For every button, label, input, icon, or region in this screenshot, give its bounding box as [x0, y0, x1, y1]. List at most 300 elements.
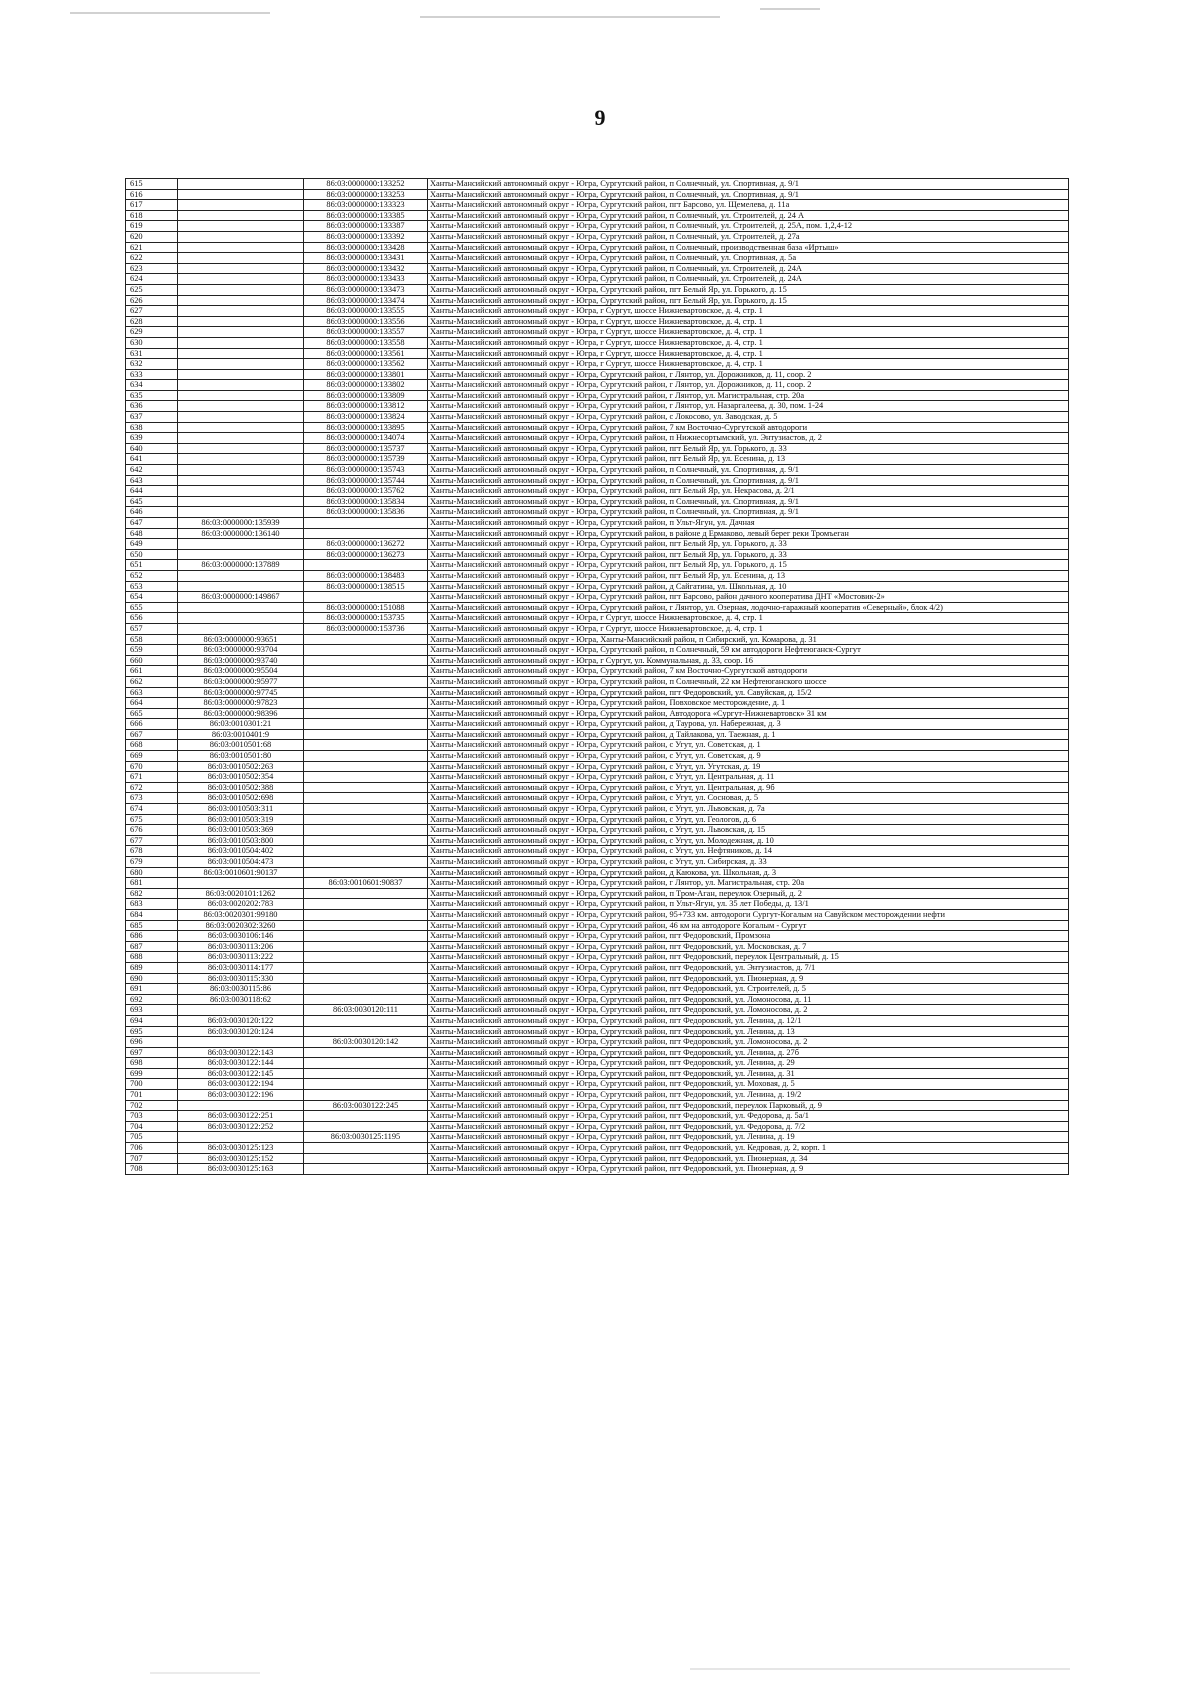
- building-cadastral-number-cell: [304, 1047, 428, 1058]
- land-cadastral-number-cell: 86:03:0030115:86: [178, 984, 304, 995]
- building-cadastral-number-cell: 86:03:0000000:135744: [304, 475, 428, 486]
- row-number-cell: 706: [126, 1143, 178, 1154]
- address-cell: Ханты-Мансийский автономный округ - Югра, Сургутский район, пгт Федоровский, ул. Энтузиастов, д. 7/1: [428, 962, 1069, 973]
- table-row: [126, 539, 1069, 550]
- land-cadastral-number-cell: 86:03:0000000:93704: [178, 645, 304, 656]
- row-number-cell: 665: [126, 708, 178, 719]
- table-row: [126, 316, 1069, 327]
- row-number-cell: 662: [126, 676, 178, 687]
- land-cadastral-number-cell: 86:03:0010504:473: [178, 857, 304, 868]
- land-cadastral-number-cell: [178, 231, 304, 242]
- row-number-cell: 619: [126, 221, 178, 232]
- table-row: [126, 581, 1069, 592]
- address-cell: Ханты-Мансийский автономный округ - Югра, Сургутский район, с Локосово, ул. Заводская, д. 5: [428, 412, 1069, 423]
- address-cell: Ханты-Мансийский автономный округ - Югра, Сургутский район, пгт Белый Яр, ул. Горького, д. 33: [428, 549, 1069, 560]
- land-cadastral-number-cell: [178, 242, 304, 253]
- address-cell: Ханты-Мансийский автономный округ - Югра, Сургутский район, пгт Белый Яр, ул. Горького, д. 15: [428, 284, 1069, 295]
- row-number-cell: 616: [126, 189, 178, 200]
- row-number-cell: 664: [126, 698, 178, 709]
- address-cell: Ханты-Мансийский автономный округ - Югра, Сургутский район, пгт Барсово, район дачного кооператива ДНТ «Мостовик-2»: [428, 592, 1069, 603]
- table-row: [126, 984, 1069, 995]
- building-cadastral-number-cell: [304, 1090, 428, 1101]
- table-row: [126, 433, 1069, 444]
- land-cadastral-number-cell: [178, 1132, 304, 1143]
- building-cadastral-number-cell: [304, 899, 428, 910]
- building-cadastral-number-cell: 86:03:0000000:133428: [304, 242, 428, 253]
- address-cell: Ханты-Мансийский автономный округ - Югра, Сургутский район, в районе д Ермаково, левый берег реки Тромъеган: [428, 528, 1069, 539]
- row-number-cell: 646: [126, 507, 178, 518]
- table-row: [126, 337, 1069, 348]
- row-number-cell: 684: [126, 909, 178, 920]
- row-number-cell: 680: [126, 867, 178, 878]
- building-cadastral-number-cell: [304, 825, 428, 836]
- building-cadastral-number-cell: [304, 994, 428, 1005]
- address-cell: Ханты-Мансийский автономный округ - Югра, Сургутский район, Автодорога «Сургут-Нижневартовск» 31 км: [428, 708, 1069, 719]
- row-number-cell: 674: [126, 804, 178, 815]
- building-cadastral-number-cell: 86:03:0000000:133562: [304, 359, 428, 370]
- building-cadastral-number-cell: [304, 1121, 428, 1132]
- address-cell: Ханты-Мансийский автономный округ - Югра, Сургутский район, п Ульт-Ягун, ул. 35 лет Победы, д. 13/1: [428, 899, 1069, 910]
- land-cadastral-number-cell: [178, 623, 304, 634]
- land-cadastral-number-cell: 86:03:0010502:263: [178, 761, 304, 772]
- table-row: [126, 719, 1069, 730]
- table-row: [126, 1153, 1069, 1164]
- land-cadastral-number-cell: 86:03:0020301:99180: [178, 909, 304, 920]
- address-cell: Ханты-Мансийский автономный округ - Югра, Сургутский район, пгт Федоровский, ул. Ленина, д. 27б: [428, 1047, 1069, 1058]
- land-cadastral-number-cell: 86:03:0030114:177: [178, 962, 304, 973]
- building-cadastral-number-cell: 86:03:0000000:151088: [304, 602, 428, 613]
- land-cadastral-number-cell: [178, 200, 304, 211]
- building-cadastral-number-cell: 86:03:0000000:133561: [304, 348, 428, 359]
- address-cell: Ханты-Мансийский автономный округ - Югра, Сургутский район, пгт Федоровский, Промзона: [428, 931, 1069, 942]
- address-cell: Ханты-Мансийский автономный округ - Югра, Сургутский район, пгт Федоровский, ул. Ломоносова, д. 11: [428, 994, 1069, 1005]
- building-cadastral-number-cell: 86:03:0000000:133387: [304, 221, 428, 232]
- table-row: [126, 857, 1069, 868]
- building-cadastral-number-cell: 86:03:0000000:135739: [304, 454, 428, 465]
- row-number-cell: 694: [126, 1015, 178, 1026]
- row-number-cell: 647: [126, 518, 178, 529]
- row-number-cell: 623: [126, 263, 178, 274]
- scan-artifact-top-right: [760, 8, 820, 10]
- address-cell: Ханты-Мансийский автономный округ - Югра, Сургутский район, п Солнечный, ул. Спортивная, д. 9/1: [428, 496, 1069, 507]
- row-number-cell: 698: [126, 1058, 178, 1069]
- table-row: [126, 1100, 1069, 1111]
- building-cadastral-number-cell: 86:03:0000000:133555: [304, 306, 428, 317]
- building-cadastral-number-cell: 86:03:0000000:133812: [304, 401, 428, 412]
- address-cell: Ханты-Мансийский автономный округ - Югра, г Сургут, шоссе Нижневартовское, д. 4, стр. 1: [428, 327, 1069, 338]
- building-cadastral-number-cell: 86:03:0000000:133895: [304, 422, 428, 433]
- table-row: [126, 443, 1069, 454]
- land-cadastral-number-cell: [178, 316, 304, 327]
- address-cell: Ханты-Мансийский автономный округ - Югра, Сургутский район, п Солнечный, ул. Строителей, д. 25А, пом. 1,2,4-12: [428, 221, 1069, 232]
- building-cadastral-number-cell: 86:03:0000000:135836: [304, 507, 428, 518]
- land-cadastral-number-cell: 86:03:0030122:144: [178, 1058, 304, 1069]
- table-row: [126, 698, 1069, 709]
- land-cadastral-number-cell: [178, 443, 304, 454]
- row-number-cell: 656: [126, 613, 178, 624]
- row-number-cell: 634: [126, 380, 178, 391]
- row-number-cell: 675: [126, 814, 178, 825]
- land-cadastral-number-cell: [178, 380, 304, 391]
- land-cadastral-number-cell: 86:03:0010401:9: [178, 729, 304, 740]
- land-cadastral-number-cell: [178, 221, 304, 232]
- building-cadastral-number-cell: 86:03:0000000:133558: [304, 337, 428, 348]
- land-cadastral-number-cell: [178, 284, 304, 295]
- row-number-cell: 695: [126, 1026, 178, 1037]
- address-cell: Ханты-Мансийский автономный округ - Югра, Сургутский район, п Солнечный, ул. Спортивная, д. 9/1: [428, 189, 1069, 200]
- address-cell: Ханты-Мансийский автономный округ - Югра, Сургутский район, п Нижнесортымский, ул. Энтузиастов, д. 2: [428, 433, 1069, 444]
- row-number-cell: 639: [126, 433, 178, 444]
- address-cell: Ханты-Мансийский автономный округ - Югра, г Сургут, шоссе Нижневартовское, д. 4, стр. 1: [428, 359, 1069, 370]
- building-cadastral-number-cell: [304, 645, 428, 656]
- row-number-cell: 690: [126, 973, 178, 984]
- property-registry-table: [125, 178, 1069, 1175]
- building-cadastral-number-cell: [304, 719, 428, 730]
- land-cadastral-number-cell: [178, 295, 304, 306]
- building-cadastral-number-cell: 86:03:0000000:135743: [304, 465, 428, 476]
- row-number-cell: 638: [126, 422, 178, 433]
- land-cadastral-number-cell: 86:03:0020101:1262: [178, 888, 304, 899]
- land-cadastral-number-cell: [178, 602, 304, 613]
- table-row: [126, 1026, 1069, 1037]
- building-cadastral-number-cell: [304, 1079, 428, 1090]
- land-cadastral-number-cell: 86:03:0030125:163: [178, 1164, 304, 1175]
- table-row: [126, 708, 1069, 719]
- land-cadastral-number-cell: 86:03:0030122:252: [178, 1121, 304, 1132]
- table-row: [126, 284, 1069, 295]
- scan-artifact-top-left: [70, 12, 270, 14]
- address-cell: Ханты-Мансийский автономный округ - Югра, Сургутский район, г Лянтор, ул. Озерная, лодочно-гаражный кооператив «Северный», блок 4/2): [428, 602, 1069, 613]
- table-row: [126, 1005, 1069, 1016]
- building-cadastral-number-cell: 86:03:0000000:153735: [304, 613, 428, 624]
- land-cadastral-number-cell: [178, 1037, 304, 1048]
- land-cadastral-number-cell: [178, 486, 304, 497]
- land-cadastral-number-cell: 86:03:0010502:354: [178, 772, 304, 783]
- building-cadastral-number-cell: [304, 634, 428, 645]
- land-cadastral-number-cell: 86:03:0030120:124: [178, 1026, 304, 1037]
- address-cell: Ханты-Мансийский автономный округ - Югра, Сургутский район, 7 км Восточно-Сургутской автодороги: [428, 666, 1069, 677]
- table-row: [126, 909, 1069, 920]
- table-row: [126, 931, 1069, 942]
- building-cadastral-number-cell: 86:03:0000000:133431: [304, 253, 428, 264]
- building-cadastral-number-cell: [304, 804, 428, 815]
- building-cadastral-number-cell: [304, 1111, 428, 1122]
- land-cadastral-number-cell: 86:03:0030120:122: [178, 1015, 304, 1026]
- table-row: [126, 528, 1069, 539]
- address-cell: Ханты-Мансийский автономный округ - Югра, Сургутский район, пгт Федоровский, ул. Ленина, д. 13: [428, 1026, 1069, 1037]
- row-number-cell: 648: [126, 528, 178, 539]
- table-row: [126, 592, 1069, 603]
- land-cadastral-number-cell: 86:03:0030122:196: [178, 1090, 304, 1101]
- table-row: [126, 253, 1069, 264]
- row-number-cell: 661: [126, 666, 178, 677]
- address-cell: Ханты-Мансийский автономный округ - Югра, Сургутский район, пгт Барсово, ул. Щемелева, д. 11а: [428, 200, 1069, 211]
- address-cell: Ханты-Мансийский автономный округ - Югра, Сургутский район, пгт Федоровский, ул. Ленина, д. 19/2: [428, 1090, 1069, 1101]
- table-row: [126, 518, 1069, 529]
- row-number-cell: 659: [126, 645, 178, 656]
- address-cell: Ханты-Мансийский автономный округ - Югра, Сургутский район, п Солнечный, ул. Спортивная, д. 9/1: [428, 179, 1069, 190]
- building-cadastral-number-cell: [304, 941, 428, 952]
- building-cadastral-number-cell: [304, 1153, 428, 1164]
- building-cadastral-number-cell: 86:03:0030122:245: [304, 1100, 428, 1111]
- building-cadastral-number-cell: [304, 931, 428, 942]
- land-cadastral-number-cell: 86:03:0000000:98396: [178, 708, 304, 719]
- building-cadastral-number-cell: [304, 1143, 428, 1154]
- table-row: [126, 507, 1069, 518]
- row-number-cell: 673: [126, 793, 178, 804]
- row-number-cell: 667: [126, 729, 178, 740]
- row-number-cell: 626: [126, 295, 178, 306]
- row-number-cell: 676: [126, 825, 178, 836]
- land-cadastral-number-cell: 86:03:0000000:95977: [178, 676, 304, 687]
- building-cadastral-number-cell: 86:03:0000000:136273: [304, 549, 428, 560]
- address-cell: Ханты-Мансийский автономный округ - Югра, Сургутский район, пгт Федоровский, переулок Парковый, д. 9: [428, 1100, 1069, 1111]
- land-cadastral-number-cell: 86:03:0000000:137889: [178, 560, 304, 571]
- address-cell: Ханты-Мансийский автономный округ - Югра, Сургутский район, пгт Белый Яр, ул. Горького, д. 33: [428, 443, 1069, 454]
- table-row: [126, 952, 1069, 963]
- table-row: [126, 729, 1069, 740]
- land-cadastral-number-cell: 86:03:0010503:369: [178, 825, 304, 836]
- building-cadastral-number-cell: 86:03:0000000:136272: [304, 539, 428, 550]
- table-row: [126, 676, 1069, 687]
- building-cadastral-number-cell: 86:03:0000000:133474: [304, 295, 428, 306]
- building-cadastral-number-cell: 86:03:0000000:138483: [304, 570, 428, 581]
- land-cadastral-number-cell: 86:03:0030122:143: [178, 1047, 304, 1058]
- table-row: [126, 189, 1069, 200]
- address-cell: Ханты-Мансийский автономный округ - Югра, Сургутский район, д Сайгатина, ул. Школьная, д. 10: [428, 581, 1069, 592]
- address-cell: Ханты-Мансийский автономный округ - Югра, Сургутский район, пгт Белый Яр, ул. Горького, д. 33: [428, 539, 1069, 550]
- row-number-cell: 707: [126, 1153, 178, 1164]
- table-row: [126, 359, 1069, 370]
- land-cadastral-number-cell: 86:03:0010504:402: [178, 846, 304, 857]
- land-cadastral-number-cell: [178, 454, 304, 465]
- land-cadastral-number-cell: 86:03:0030122:145: [178, 1068, 304, 1079]
- land-cadastral-number-cell: 86:03:0010503:319: [178, 814, 304, 825]
- table-row: [126, 1121, 1069, 1132]
- row-number-cell: 670: [126, 761, 178, 772]
- address-cell: Ханты-Мансийский автономный округ - Югра, Сургутский район, пгт Федоровский, ул. Ломоносова, д. 2: [428, 1037, 1069, 1048]
- land-cadastral-number-cell: [178, 179, 304, 190]
- table-row: [126, 1132, 1069, 1143]
- table-row: [126, 1143, 1069, 1154]
- land-cadastral-number-cell: 86:03:0000000:135939: [178, 518, 304, 529]
- table-row: [126, 804, 1069, 815]
- row-number-cell: 699: [126, 1068, 178, 1079]
- land-cadastral-number-cell: [178, 263, 304, 274]
- table-row: [126, 634, 1069, 645]
- row-number-cell: 631: [126, 348, 178, 359]
- table-row: [126, 390, 1069, 401]
- table-row: [126, 878, 1069, 889]
- building-cadastral-number-cell: [304, 761, 428, 772]
- address-cell: Ханты-Мансийский автономный округ - Югра, Сургутский район, пгт Белый Яр, ул. Горького, д. 15: [428, 560, 1069, 571]
- building-cadastral-number-cell: [304, 729, 428, 740]
- land-cadastral-number-cell: 86:03:0010601:90137: [178, 867, 304, 878]
- address-cell: Ханты-Мансийский автономный округ - Югра, Сургутский район, пгт Федоровский, ул. Ленина, д. 12/1: [428, 1015, 1069, 1026]
- building-cadastral-number-cell: 86:03:0000000:133385: [304, 210, 428, 221]
- row-number-cell: 633: [126, 369, 178, 380]
- building-cadastral-number-cell: [304, 698, 428, 709]
- row-number-cell: 693: [126, 1005, 178, 1016]
- land-cadastral-number-cell: 86:03:0010503:311: [178, 804, 304, 815]
- row-number-cell: 650: [126, 549, 178, 560]
- land-cadastral-number-cell: [178, 337, 304, 348]
- address-cell: Ханты-Мансийский автономный округ - Югра, Сургутский район, с Угут, ул. Львовская, д. 7а: [428, 804, 1069, 815]
- row-number-cell: 708: [126, 1164, 178, 1175]
- land-cadastral-number-cell: 86:03:0020302:3260: [178, 920, 304, 931]
- table-row: [126, 200, 1069, 211]
- row-number-cell: 637: [126, 412, 178, 423]
- table-row: [126, 454, 1069, 465]
- table-row: [126, 210, 1069, 221]
- land-cadastral-number-cell: [178, 507, 304, 518]
- row-number-cell: 652: [126, 570, 178, 581]
- table-row: [126, 263, 1069, 274]
- row-number-cell: 697: [126, 1047, 178, 1058]
- address-cell: Ханты-Мансийский автономный округ - Югра, Сургутский район, п Солнечный, ул. Спортивная, д. 9/1: [428, 507, 1069, 518]
- land-cadastral-number-cell: [178, 401, 304, 412]
- building-cadastral-number-cell: [304, 772, 428, 783]
- building-cadastral-number-cell: 86:03:0000000:138515: [304, 581, 428, 592]
- address-cell: Ханты-Мансийский автономный округ - Югра, г Сургут, ул. Коммунальная, д. 33, соор. 16: [428, 655, 1069, 666]
- land-cadastral-number-cell: 86:03:0030106:146: [178, 931, 304, 942]
- address-cell: Ханты-Мансийский автономный округ - Югра, Сургутский район, 95+733 км. автодороги Сургут-Когалым на Савуйском месторождении нефти: [428, 909, 1069, 920]
- table-row: [126, 994, 1069, 1005]
- building-cadastral-number-cell: 86:03:0000000:133802: [304, 380, 428, 391]
- land-cadastral-number-cell: [178, 1005, 304, 1016]
- table-row: [126, 1164, 1069, 1175]
- building-cadastral-number-cell: 86:03:0000000:133252: [304, 179, 428, 190]
- row-number-cell: 666: [126, 719, 178, 730]
- table-row: [126, 560, 1069, 571]
- building-cadastral-number-cell: [304, 518, 428, 529]
- building-cadastral-number-cell: [304, 920, 428, 931]
- table-row: [126, 274, 1069, 285]
- building-cadastral-number-cell: [304, 782, 428, 793]
- table-row: [126, 782, 1069, 793]
- row-number-cell: 686: [126, 931, 178, 942]
- building-cadastral-number-cell: [304, 1058, 428, 1069]
- address-cell: Ханты-Мансийский автономный округ - Югра, Сургутский район, 46 км на автодороге Когалым - Сургут: [428, 920, 1069, 931]
- address-cell: Ханты-Мансийский автономный округ - Югра, Ханты-Мансийский район, п Сибирский, ул. Комарова, д. 31: [428, 634, 1069, 645]
- address-cell: Ханты-Мансийский автономный округ - Югра, Сургутский район, д Таурова, ул. Набережная, д. 3: [428, 719, 1069, 730]
- land-cadastral-number-cell: [178, 581, 304, 592]
- building-cadastral-number-cell: [304, 666, 428, 677]
- table-row: [126, 772, 1069, 783]
- row-number-cell: 658: [126, 634, 178, 645]
- land-cadastral-number-cell: 86:03:0030125:123: [178, 1143, 304, 1154]
- building-cadastral-number-cell: 86:03:0000000:133473: [304, 284, 428, 295]
- table-row: [126, 645, 1069, 656]
- table-row: [126, 465, 1069, 476]
- row-number-cell: 635: [126, 390, 178, 401]
- row-number-cell: 621: [126, 242, 178, 253]
- row-number-cell: 685: [126, 920, 178, 931]
- row-number-cell: 649: [126, 539, 178, 550]
- scan-artifact-top-center: [420, 16, 720, 18]
- row-number-cell: 657: [126, 623, 178, 634]
- land-cadastral-number-cell: 86:03:0010301:21: [178, 719, 304, 730]
- building-cadastral-number-cell: 86:03:0000000:135737: [304, 443, 428, 454]
- building-cadastral-number-cell: [304, 1015, 428, 1026]
- land-cadastral-number-cell: [178, 422, 304, 433]
- building-cadastral-number-cell: 86:03:0000000:133433: [304, 274, 428, 285]
- address-cell: Ханты-Мансийский автономный округ - Югра, Сургутский район, с Угут, ул. Советская, д. 1: [428, 740, 1069, 751]
- table-row: [126, 655, 1069, 666]
- building-cadastral-number-cell: [304, 952, 428, 963]
- row-number-cell: 663: [126, 687, 178, 698]
- address-cell: Ханты-Мансийский автономный округ - Югра, Сургутский район, 7 км Восточно-Сургутской автодороги: [428, 422, 1069, 433]
- address-cell: Ханты-Мансийский автономный округ - Югра, Сургутский район, п Солнечный, производственная база «Иртыш»: [428, 242, 1069, 253]
- table-row: [126, 666, 1069, 677]
- building-cadastral-number-cell: [304, 973, 428, 984]
- address-cell: Ханты-Мансийский автономный округ - Югра, Сургутский район, пгт Федоровский, ул. Ломоносова, д. 2: [428, 1005, 1069, 1016]
- row-number-cell: 632: [126, 359, 178, 370]
- row-number-cell: 682: [126, 888, 178, 899]
- address-cell: Ханты-Мансийский автономный округ - Югра, Сургутский район, п Солнечный, ул. Спортивная, д. 9/1: [428, 465, 1069, 476]
- row-number-cell: 705: [126, 1132, 178, 1143]
- table-row: [126, 825, 1069, 836]
- row-number-cell: 629: [126, 327, 178, 338]
- land-cadastral-number-cell: [178, 570, 304, 581]
- row-number-cell: 692: [126, 994, 178, 1005]
- land-cadastral-number-cell: 86:03:0030115:330: [178, 973, 304, 984]
- land-cadastral-number-cell: 86:03:0030113:206: [178, 941, 304, 952]
- row-number-cell: 615: [126, 179, 178, 190]
- land-cadastral-number-cell: [178, 433, 304, 444]
- row-number-cell: 702: [126, 1100, 178, 1111]
- land-cadastral-number-cell: 86:03:0030125:152: [178, 1153, 304, 1164]
- land-cadastral-number-cell: [178, 496, 304, 507]
- table-row: [126, 973, 1069, 984]
- row-number-cell: 643: [126, 475, 178, 486]
- land-cadastral-number-cell: 86:03:0030122:251: [178, 1111, 304, 1122]
- row-number-cell: 691: [126, 984, 178, 995]
- land-cadastral-number-cell: 86:03:0030122:194: [178, 1079, 304, 1090]
- row-number-cell: 681: [126, 878, 178, 889]
- table-row: [126, 602, 1069, 613]
- table-row: [126, 549, 1069, 560]
- building-cadastral-number-cell: [304, 846, 428, 857]
- row-number-cell: 630: [126, 337, 178, 348]
- row-number-cell: 636: [126, 401, 178, 412]
- row-number-cell: 672: [126, 782, 178, 793]
- building-cadastral-number-cell: [304, 528, 428, 539]
- address-cell: Ханты-Мансийский автономный округ - Югра, Сургутский район, п Солнечный, ул. Строителей, д. 24А: [428, 263, 1069, 274]
- address-cell: Ханты-Мансийский автономный округ - Югра, Сургутский район, п Солнечный, ул. Спортивная, д. 9/1: [428, 475, 1069, 486]
- table-row: [126, 1015, 1069, 1026]
- land-cadastral-number-cell: [178, 613, 304, 624]
- table-row: [126, 179, 1069, 190]
- table-row: [126, 1079, 1069, 1090]
- table-row: [126, 412, 1069, 423]
- table-row: [126, 740, 1069, 751]
- building-cadastral-number-cell: 86:03:0000000:133392: [304, 231, 428, 242]
- address-cell: Ханты-Мансийский автономный округ - Югра, Сургутский район, п Солнечный, ул. Строителей, д. 24А: [428, 274, 1069, 285]
- address-cell: Ханты-Мансийский автономный округ - Югра, Сургутский район, с Угут, ул. Сосновая, д. 5: [428, 793, 1069, 804]
- address-cell: Ханты-Мансийский автономный округ - Югра, Сургутский район, п Солнечный, ул. Строителей, д. 24 А: [428, 210, 1069, 221]
- table-row: [126, 888, 1069, 899]
- row-number-cell: 669: [126, 751, 178, 762]
- building-cadastral-number-cell: [304, 560, 428, 571]
- table-row: [126, 835, 1069, 846]
- building-cadastral-number-cell: 86:03:0000000:134074: [304, 433, 428, 444]
- address-cell: Ханты-Мансийский автономный округ - Югра, г Сургут, шоссе Нижневартовское, д. 4, стр. 1: [428, 316, 1069, 327]
- building-cadastral-number-cell: 86:03:0030125:1195: [304, 1132, 428, 1143]
- table-row: [126, 962, 1069, 973]
- table-row: [126, 380, 1069, 391]
- land-cadastral-number-cell: [178, 465, 304, 476]
